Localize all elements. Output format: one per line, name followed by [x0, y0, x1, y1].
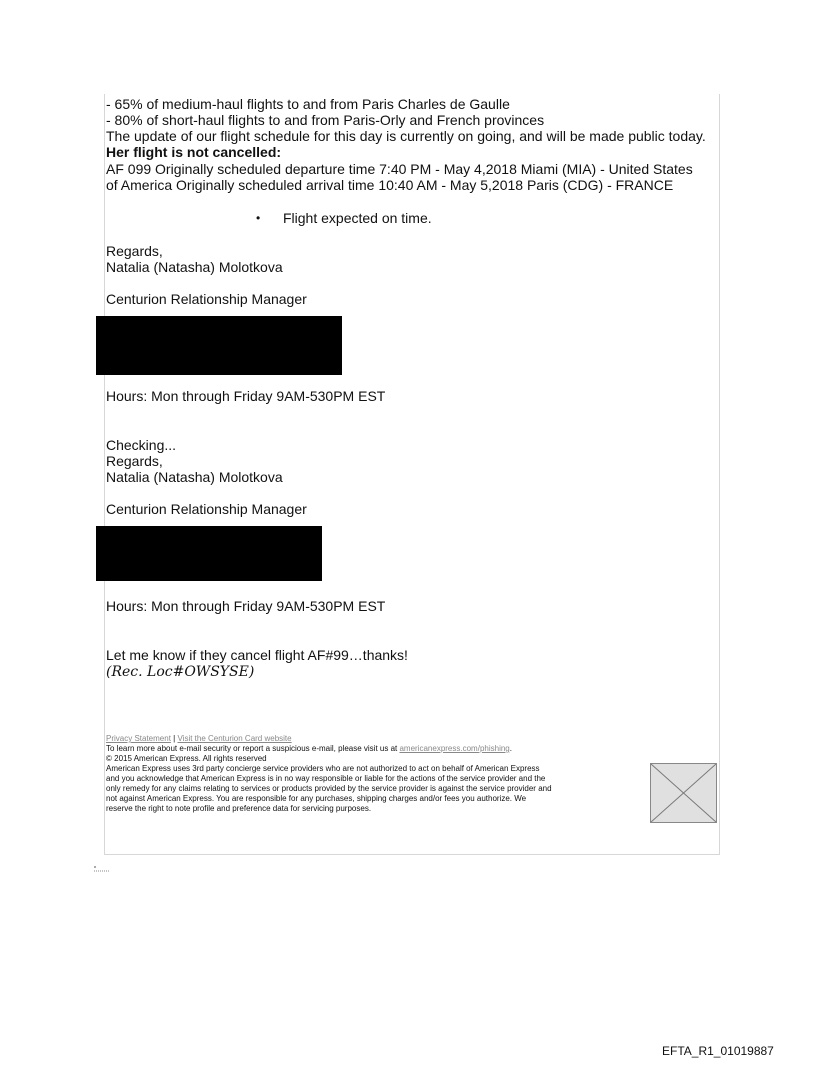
hours-2: Hours: Mon through Friday 9AM-530PM EST: [106, 598, 386, 614]
privacy-statement-link[interactable]: Privacy Statement: [106, 734, 171, 743]
not-cancelled-heading: Her flight is not cancelled:: [106, 144, 282, 160]
flight-line-1: AF 099 Originally scheduled departure time 7:40 PM - May 4,2018 Miami (MIA) - United States: [106, 161, 693, 177]
signer-name-2: Natalia (Natasha) Molotkova: [106, 469, 283, 485]
redaction-block-2: [96, 526, 322, 581]
footer-security-text: To learn more about e-mail security or report a suspicious e-mail, please visit us at: [106, 744, 400, 753]
footer-disclaimer-line: only remedy for any claims relating to services or products provided by the service provider is against the service provider and: [106, 784, 552, 793]
line-80-percent: - 80% of short-haul flights to and from Paris-Orly and French provinces: [106, 112, 545, 128]
signer-name-1: Natalia (Natasha) Molotkova: [106, 259, 283, 275]
missing-image-icon: [650, 763, 717, 823]
checking-text: Checking...: [106, 437, 177, 453]
footer-disclaimer-line: American Express uses 3rd party concierge service providers who are not authorized to act on behalf of American Express: [106, 764, 540, 773]
regards-2: Regards,: [106, 453, 163, 469]
flight-line-2: of America Originally scheduled arrival time 10:40 AM - May 5,2018 Paris (CDG) - FRANCE: [106, 177, 674, 193]
footer-disclaimer-line: and you acknowledge that American Express is in no way responsible or liable for the actions of the service provider and the: [106, 774, 546, 783]
flight-status-bullet: Flight expected on time.: [283, 210, 432, 226]
hours-1: Hours: Mon through Friday 9AM-530PM EST: [106, 388, 386, 404]
centurion-website-link[interactable]: Visit the Centurion Card website: [177, 734, 292, 743]
document-id: EFTA_R1_01019887: [662, 1044, 774, 1058]
footer-security-row: [106, 744, 512, 754]
update-line: The update of our flight schedule for this day is currently on going, and will be made public today.: [106, 128, 706, 144]
footer-separator: |: [173, 734, 176, 743]
line-65-percent: - 65% of medium-haul flights to and from Paris Charles de Gaulle: [106, 96, 510, 112]
bullet-icon: •: [256, 211, 261, 225]
signer-title-2: Centurion Relationship Manager: [106, 501, 307, 517]
page-mark-icon: [94, 866, 110, 874]
signer-title-1: Centurion Relationship Manager: [106, 291, 307, 307]
footer-copyright: © 2015 American Express. All rights reserved: [106, 754, 267, 763]
phishing-link[interactable]: americanexpress.com/phishing: [399, 744, 510, 753]
footer-disclaimer-line: not against American Express. You are responsible for any purchases, shipping charges and/or fees you authorize. We: [106, 794, 527, 803]
regards-1: Regards,: [106, 243, 163, 259]
redaction-block-1: [96, 316, 342, 375]
footer-links-row: [106, 734, 292, 744]
record-locator: (Rec. Loc#OWSYSE): [106, 664, 255, 680]
footer-period: .: [509, 744, 512, 753]
footer-disclaimer-line: reserve the right to note profile and preference data for servicing purposes.: [106, 804, 372, 813]
request-line: Let me know if they cancel flight AF#99…thanks!: [106, 647, 408, 663]
